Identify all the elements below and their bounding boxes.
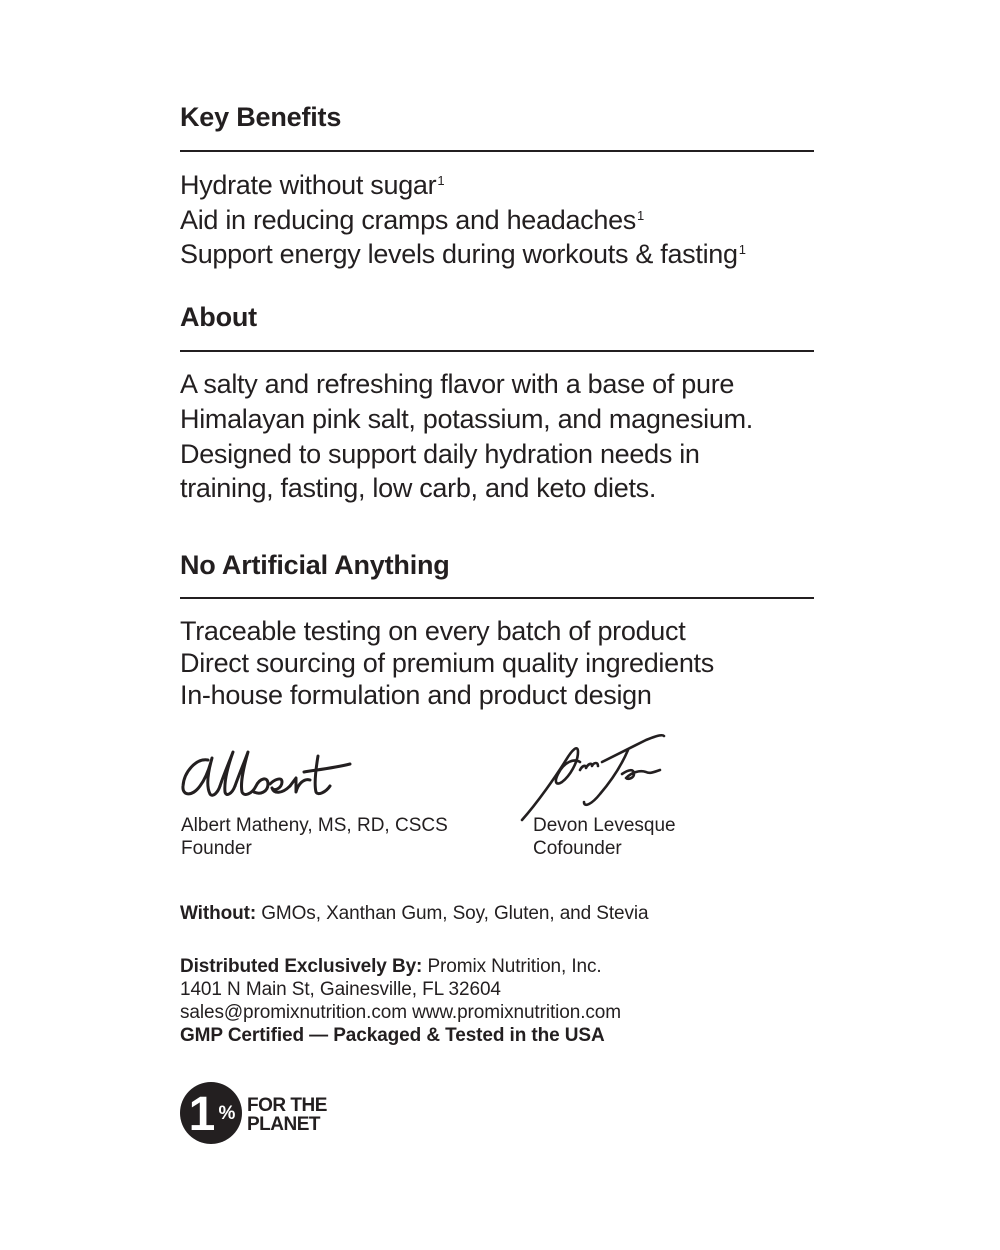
- footnote-marker: 1: [437, 173, 445, 188]
- logo-percent: %: [218, 1103, 236, 1124]
- devon-signature: [518, 732, 670, 824]
- founder-title: Founder: [181, 838, 252, 859]
- about-line: training, fasting, low carb, and keto diets.: [180, 473, 657, 504]
- cofounder-credit: [533, 814, 676, 860]
- key-benefits-divider: [180, 150, 814, 152]
- distributor-address: 1401 N Main St, Gainesville, FL 32604: [180, 979, 501, 1000]
- benefit-item: Hydrate without sugar$^1$: [180, 170, 445, 200]
- gmp-certification: GMP Certified — Packaged & Tested in the USA: [180, 1025, 605, 1046]
- distributor-company: Promix Nutrition, Inc.: [422, 956, 602, 977]
- footnote-marker: 1: [637, 207, 644, 223]
- one-percent-for-the-planet-logo: [180, 1081, 350, 1145]
- footnote-marker: 1: [738, 242, 746, 257]
- distributor-contact: sales@promixnutrition.com www.promixnutrition.com: [180, 1002, 621, 1023]
- about-heading: About: [180, 302, 257, 332]
- founder-credit: [181, 814, 448, 860]
- about-line: Himalayan pink salt, potassium, and magnesium.: [180, 403, 753, 434]
- without-text: GMOs, Xanthan Gum, Soy, Gluten, and Stevia: [256, 903, 649, 924]
- benefit-item: Aid in reducing cramps and headaches$^1$: [180, 204, 644, 235]
- albert-signature: [178, 742, 363, 804]
- without-statement: [180, 902, 648, 925]
- about-line: A salty and refreshing flavor with a base of pure: [180, 369, 735, 399]
- founder-name: Albert Matheny, MS, RD, CSCS: [181, 815, 448, 836]
- about-text: [180, 367, 820, 506]
- logo-line2: PLANET: [247, 1114, 320, 1135]
- key-benefits-heading: Key Benefits: [180, 102, 342, 132]
- no-artificial-line: Direct sourcing of premium quality ingredients: [180, 648, 714, 678]
- cofounder-title: Cofounder: [533, 838, 622, 859]
- no-artificial-line: In-house formulation and product design: [180, 680, 652, 710]
- no-artificial-heading: No Artificial Anything: [180, 550, 450, 580]
- no-artificial-list: [180, 615, 820, 711]
- logo-line1: FOR THE: [247, 1095, 327, 1116]
- no-artificial-divider: [180, 597, 814, 599]
- key-benefits-list: [180, 168, 820, 272]
- without-label: Without:: [180, 903, 257, 924]
- about-line: Designed to support daily hydration needs in: [180, 438, 700, 469]
- distributor-block: [180, 955, 621, 1047]
- about-divider: [180, 350, 814, 352]
- no-artificial-line: Traceable testing on every batch of product: [180, 616, 686, 646]
- cofounder-name: Devon Levesque: [533, 815, 676, 836]
- distributor-label: Distributed Exclusively By:: [180, 956, 423, 977]
- logo-number: 1: [188, 1088, 216, 1141]
- benefit-item: Support energy levels during workouts & fasting$^1$: [180, 239, 746, 269]
